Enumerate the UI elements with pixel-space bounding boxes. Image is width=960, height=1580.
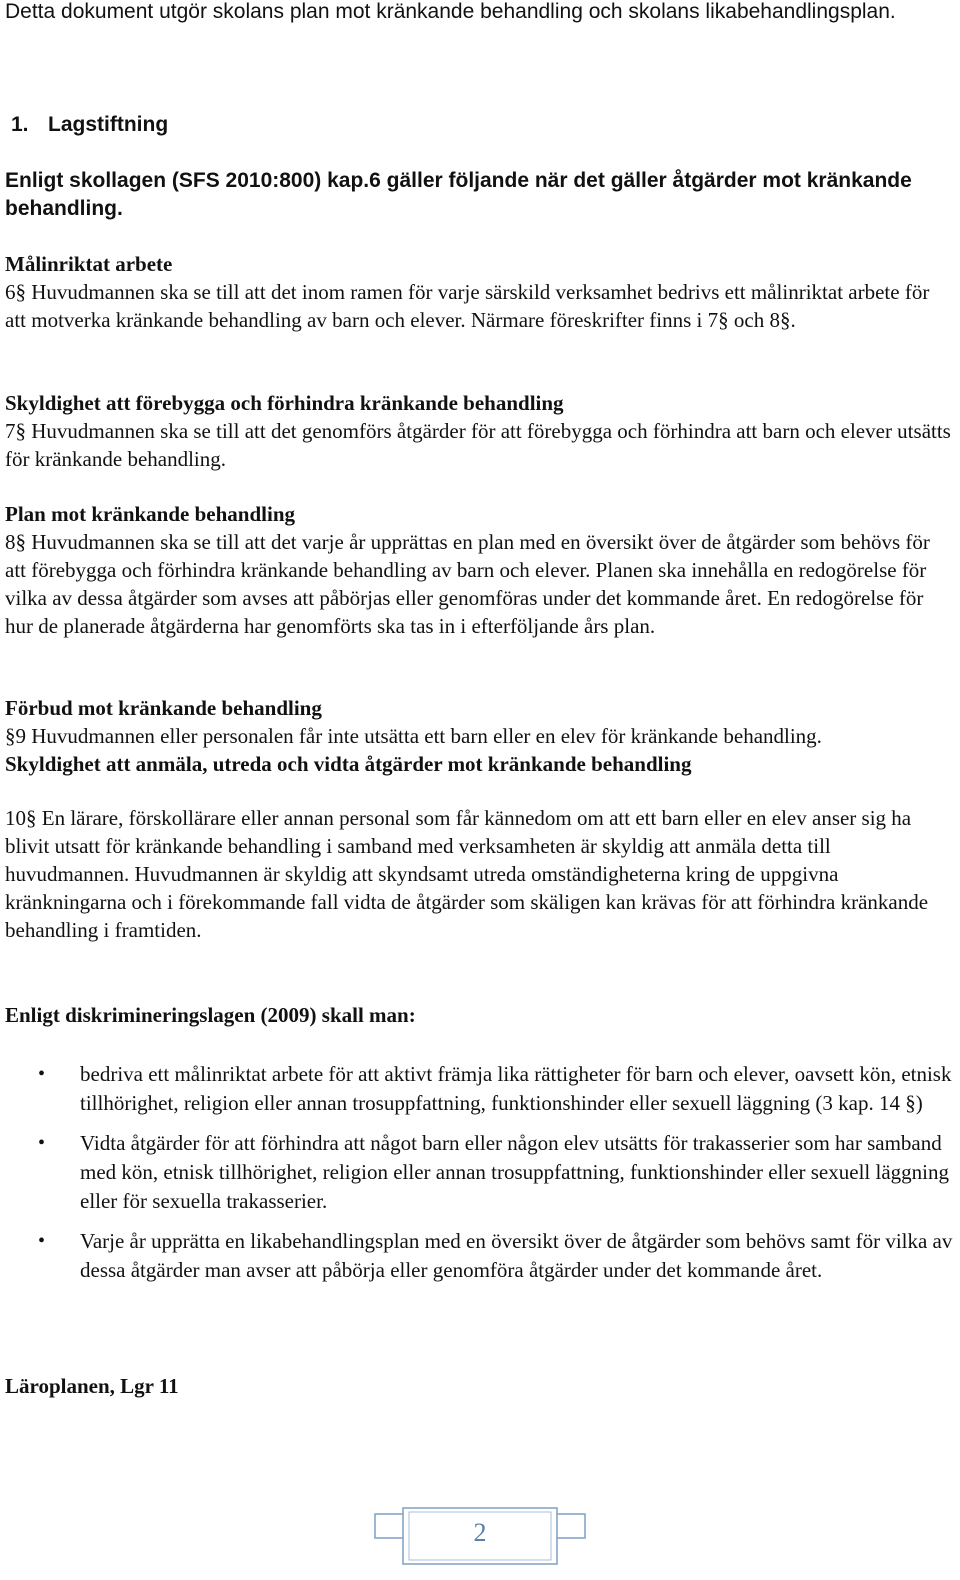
section-title: Lagstiftning — [48, 113, 169, 136]
bullet-icon: • — [38, 1063, 46, 1085]
intro-text: Detta dokument utgör skolans plan mot kränkande behandling och skolans likabehandlingsplan. — [5, 0, 896, 23]
paragraph-heading: Skyldighet att förebygga och förhindra kränkande behandling — [5, 391, 564, 415]
list-item: • Varje år upprätta en likabehandlingsplan med en översikt över de åtgärder som behövs samt för vilka av dessa åtgärder man avser att påbörja eller genomföra åtgärder under det kommande året. — [38, 1229, 953, 1282]
list-item: • Vidta åtgärder för att förhindra att något barn eller någon elev utsätts för trakasserier som har samband med kön, etnisk tillhörighet, religion eller annan trosuppfattning, funktionshinder eller sexuell läggning eller för sexuella trakasserier. — [38, 1131, 949, 1213]
diskriminering-heading: Enligt diskrimineringslagen (2009) skall man: — [5, 1003, 416, 1027]
paragraph-6 — [5, 250, 955, 334]
bullet-icon: • — [38, 1230, 46, 1252]
paragraph-9 — [5, 694, 955, 750]
diskriminering-list — [0, 1060, 960, 1296]
paragraph-7 — [5, 389, 955, 473]
skollagen-intro: Enligt skollagen (SFS 2010:800) kap.6 gäller följande när det gäller åtgärder mot kränkande behandling. — [5, 169, 912, 220]
paragraph-text: §9 Huvudmannen eller personalen får inte utsätta ett barn eller en elev för kränkande behandling. — [5, 724, 822, 748]
anmala-heading: Skyldighet att anmäla, utreda och vidta åtgärder mot kränkande behandling — [5, 752, 692, 776]
paragraph-heading: Förbud mot kränkande behandling — [5, 696, 322, 720]
list-item: • bedriva ett målinriktat arbete för att aktivt främja lika rättigheter för barn och elever, oavsett kön, etnisk tillhörighet, religion eller annan trosuppfattning, funktionshinder eller sexuell läggning (3 kap. 14 §) — [38, 1062, 952, 1115]
bullet-icon: • — [38, 1132, 46, 1154]
page-number-banner — [373, 1506, 587, 1566]
paragraph-text: 7§ Huvudmannen ska se till att det genomförs åtgärder för att förebygga och förhindra att barn och elever utsätts för kränkande behandling. — [5, 419, 951, 471]
paragraph-heading: Målinriktat arbete — [5, 252, 173, 276]
paragraph-10: 10§ En lärare, förskollärare eller annan personal som får kännedom om att ett barn eller en elev anser sig ha blivit utsatt för kränkande behandling i samband med verksamheten är skyldig att anmäla detta till huvudmannen. Huvudmannen är skyldig att skyndsamt utreda omständigheterna kring de uppgivna kränkningarna och i förekommande fall vidta de åtgärder som skäligen kan krävas för att förhindra kränkande behandling i framtiden. — [5, 806, 929, 942]
page-number: 2 — [473, 1518, 487, 1547]
paragraph-heading: Plan mot kränkande behandling — [5, 502, 296, 526]
section-number: 1. — [11, 113, 29, 136]
section-heading — [11, 111, 168, 139]
paragraph-8 — [5, 500, 955, 640]
laroplan-heading: Läroplanen, Lgr 11 — [5, 1374, 179, 1398]
paragraph-text: 6§ Huvudmannen ska se till att det inom ramen för varje särskild verksamhet bedrivs ett målinriktat arbete för att motverka kränkande behandling av barn och elever. Närmare föreskrifter finns i 7§ och 8§. — [5, 280, 930, 332]
paragraph-text: 8§ Huvudmannen ska se till att det varje år upprättas en plan med en översikt över de åtgärder som behövs för att förebygga och förhindra kränkande behandling av barn och elever. Planen ska innehålla en redogörelse för vilka av dessa åtgärder som avses att påbörjas eller genomföras under det kommande året. En redogörelse för hur de planerade åtgärderna har genomförts ska tas in i efterföljande års plan. — [5, 530, 930, 638]
